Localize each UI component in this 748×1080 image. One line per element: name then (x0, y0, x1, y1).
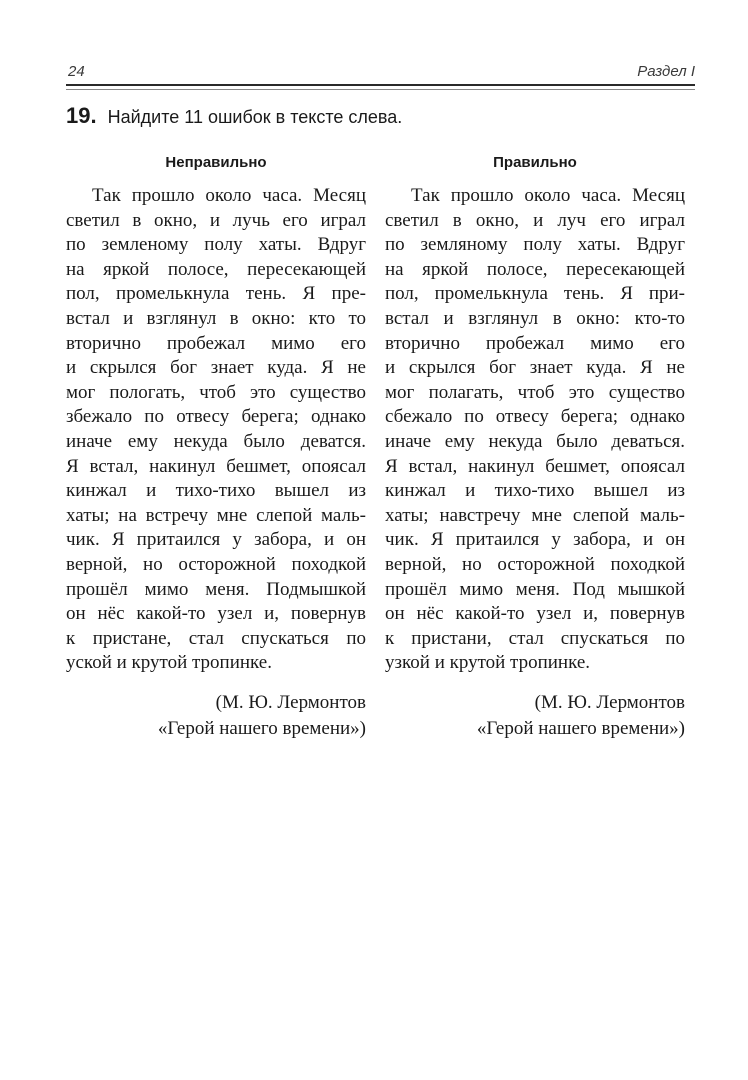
text-line: вторично пробежал мимо его (385, 332, 685, 354)
header-rule-thin (66, 89, 695, 90)
text-line: мог пологать, чтоб это существо (66, 381, 366, 403)
text-line: пол, промелькнула тень. Я при- (385, 283, 685, 305)
task-instruction: Найдите 11 ошибок в тексте слева. (107, 107, 403, 127)
incorrect-column (66, 150, 366, 742)
text-line: пол, промелькнула тень. Я пре- (66, 283, 366, 305)
attribution-title: «Герой нашего времени») (476, 717, 685, 739)
text-line: мог полагать, чтоб это существо (385, 381, 685, 403)
text-line: светил в окно, и луч его играл (385, 209, 685, 231)
text-line: светил в окно, и лучь его играл (66, 209, 366, 231)
task-number: 19. (66, 103, 97, 128)
text-line: Я встал, накинул бешмет, опоясал (385, 455, 685, 477)
text-line: на яркой полосе, пересекающей (66, 258, 366, 280)
text-line: Так прошло около часа. Месяц (92, 185, 366, 206)
text-line: верной, но осторожной походкой (66, 553, 366, 575)
text-line: по земляному полу хаты. Вдруг (385, 234, 685, 256)
text-line: кинжал и тихо-тихо вышел из (66, 480, 366, 502)
section-label: Раздел I (637, 63, 695, 80)
attribution (66, 690, 366, 742)
text-line: он нёс какой-то узел и, повернув (66, 603, 366, 625)
text-line: встал и взглянул в окно: кто то (66, 307, 366, 329)
incorrect-heading: Неправильно (165, 154, 267, 171)
text-line: верной, но осторожной походкой (385, 553, 685, 575)
text-line: на яркой полосе, пересекающей (385, 258, 685, 280)
text-line: иначе ему некуда было деваться. (385, 430, 685, 452)
attribution (385, 690, 685, 742)
text-line: по земленому полу хаты. Вдруг (66, 234, 366, 256)
text-line: узкой и крутой тропинке. (385, 652, 591, 674)
text-line: хаты; навстречу мне слепой маль- (385, 504, 685, 526)
attribution-author: (М. Ю. Лермонтов (534, 691, 685, 713)
text-line: Я встал, накинул бешмет, опоясал (66, 455, 366, 477)
text-line: кинжал и тихо-тихо вышел из (385, 480, 685, 502)
task-statement (66, 103, 402, 129)
attribution-author: (М. Ю. Лермонтов (215, 691, 366, 713)
correct-column (385, 150, 685, 742)
text-line: к пристане, стал спускаться по (66, 627, 366, 649)
text-line: хаты; на встречу мне слепой маль- (66, 504, 366, 526)
text-line: прошёл мимо меня. Под мышкой (385, 578, 685, 600)
text-line: збежало по отвесу берега; однако (66, 406, 366, 428)
text-line: сбежало по отвесу берега; однако (385, 406, 685, 428)
text-line: уской и крутой тропинке. (66, 652, 272, 674)
text-line: чик. Я притаился у забора, и он (385, 529, 685, 551)
text-line: к пристани, стал спускаться по (385, 627, 685, 649)
text-line: вторично пробежал мимо его (66, 332, 366, 354)
text-line: и скрылся бог знает куда. Я не (385, 357, 685, 379)
page-number: 24 (68, 63, 85, 80)
text-line: и скрылся бог знает куда. Я не (66, 357, 366, 379)
text-line: Так прошло около часа. Месяц (411, 185, 685, 206)
text-line: чик. Я притаился у забора, и он (66, 529, 366, 551)
text-line: иначе ему некуда было деватся. (66, 430, 366, 452)
text-line: он нёс какой-то узел и, повернув (385, 603, 685, 625)
text-line: встал и взглянул в окно: кто-то (385, 307, 685, 329)
text-line: прошёл мимо меня. Подмышкой (66, 578, 366, 600)
header-rule (66, 84, 695, 86)
correct-heading: Правильно (493, 154, 577, 171)
running-head (66, 60, 695, 82)
attribution-title: «Герой нашего времени») (157, 717, 366, 739)
